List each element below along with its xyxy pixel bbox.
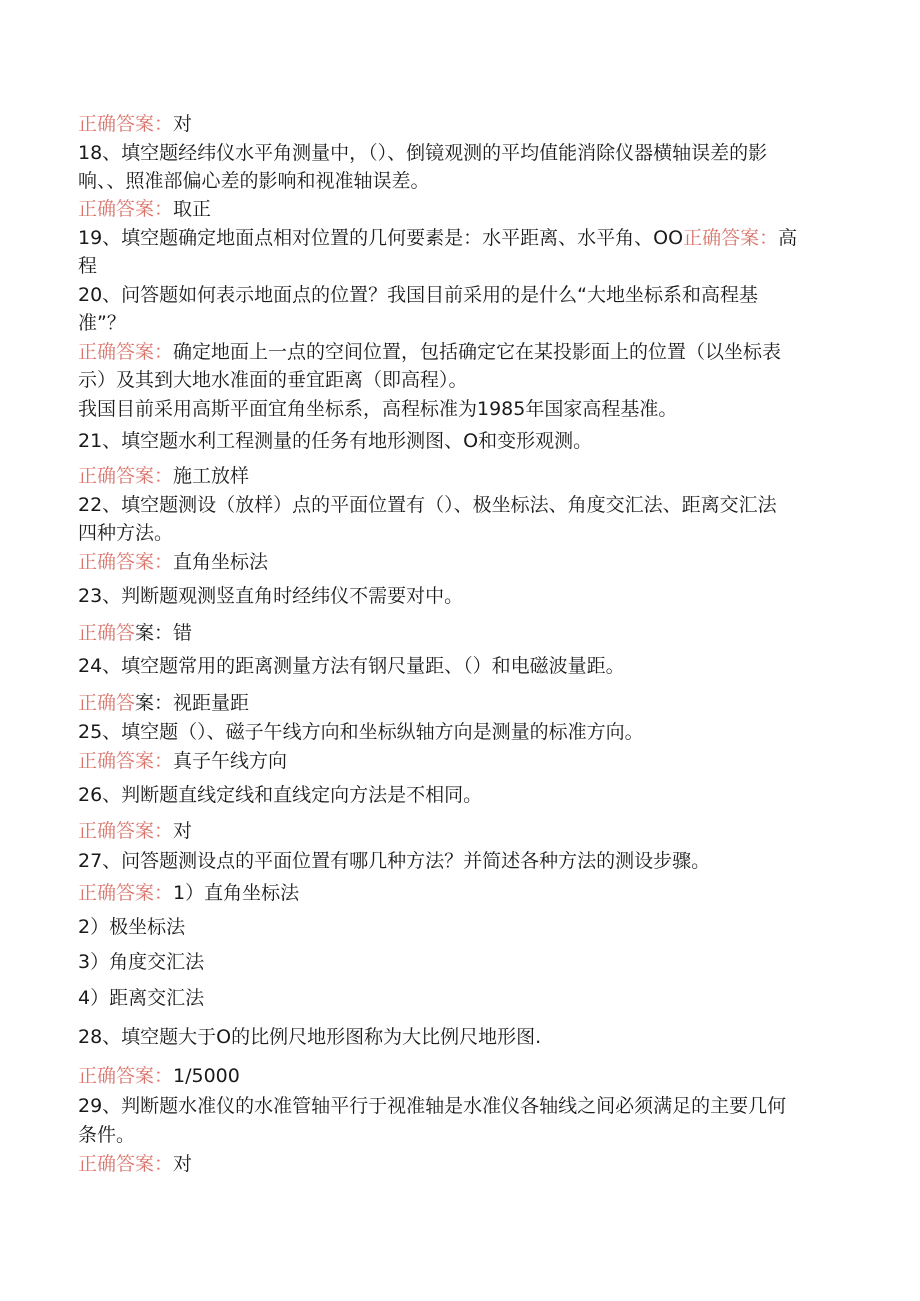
- question-22-line-1: 22、填空题测设（放样）点的平面位置有（）、极坐标法、角度交汇法、距离交汇法: [78, 494, 777, 516]
- answer-value: 施工放样: [173, 465, 250, 487]
- answer-line: [78, 818, 838, 844]
- answer-continuation: 示）及其到大地水准面的垂宜距离（即高程）。: [78, 369, 468, 391]
- answer-label: 正确答案：: [78, 113, 174, 135]
- answer-value: 高: [778, 227, 798, 249]
- question-29-line-1: 29、判断题水准仪的水准管轴平行于视准轴是水准仪各轴线之间必须满足的主要几何: [78, 1095, 787, 1117]
- answer-label: 正确答案：: [683, 227, 779, 249]
- text-line: 4）距离交汇法: [78, 987, 205, 1009]
- answer-line: [78, 549, 838, 575]
- question-23-line-1: 23、判断题观测竖直角时经纬仪不需要对中。: [78, 585, 464, 607]
- answer-value: 取正: [173, 198, 212, 220]
- answer-label: 正确答案：: [78, 1153, 174, 1175]
- answer-label-part1: 正确答: [78, 692, 136, 714]
- answer-line: [78, 880, 838, 906]
- question-21-line-1: 21、填空题水利工程测量的任务有地形测图、O和变形观测。: [78, 430, 593, 452]
- question-19-line-2: 程: [78, 255, 98, 277]
- question-20-line-1: 20、问答题如何表示地面点的位置？我国目前采用的是什么“大地坐标系和高程基: [78, 284, 759, 306]
- answer-value: 视距量距: [173, 692, 250, 714]
- question-24-line-1: 24、填空题常用的距离测量方法有钢尺量距、（）和电磁波量距。: [78, 655, 625, 677]
- answer-label: 正确答案：: [78, 1065, 174, 1087]
- answer-label-part2: 案：: [135, 622, 174, 644]
- answer-value: 1/5000: [173, 1065, 240, 1087]
- text-line: 2）极坐标法: [78, 916, 186, 938]
- answer-value: 真子午线方向: [173, 750, 288, 772]
- answer-label: 正确答案：: [78, 341, 174, 363]
- answer-label-part1: 正确答: [78, 622, 136, 644]
- answer-label: 正确答案：: [78, 551, 174, 573]
- answer-line: [78, 339, 838, 365]
- answer-line: [78, 690, 838, 716]
- question-29-line-2: 条件。: [78, 1124, 136, 1146]
- question-19-line-1: [78, 225, 838, 251]
- question-18-line-2: 响、、照准部偏心差的影响和视准轴误差。: [78, 170, 430, 192]
- question-26-line-1: 26、判断题直线定线和直线定向方法是不相同。: [78, 784, 483, 806]
- answer-value: 直角坐标法: [173, 551, 269, 573]
- answer-line: [78, 111, 838, 137]
- answer-line: [78, 196, 838, 222]
- answer-value: 错: [173, 622, 193, 644]
- answer-value: 1）直角坐标法: [173, 882, 300, 904]
- question-28-line-1: 28、填空题大于O的比例尺地形图称为大比例尺地形图.: [78, 1026, 542, 1048]
- answer-line: [78, 620, 838, 646]
- question-25-line-1: 25、填空题（）、磁子午线方向和坐标纵轴方向是测量的标准方向。: [78, 721, 644, 743]
- question-19-text: 19、填空题确定地面点相对位置的几何要素是：水平距离、水平角、OO: [78, 227, 684, 249]
- question-18-line-1: 18、填空题经纬仪水平角测量中，（）、倒镜观测的平均值能消除仪器横轴误差的影: [78, 142, 768, 164]
- answer-value: 对: [173, 113, 193, 135]
- answer-label: 正确答案：: [78, 882, 174, 904]
- text-line: 我国目前采用高斯平面宜角坐标系，高程标准为1985年国家高程基准。: [78, 398, 678, 420]
- answer-label: 正确答案：: [78, 198, 174, 220]
- answer-line: [78, 463, 838, 489]
- question-22-line-2: 四种方法。: [78, 522, 174, 544]
- answer-value: 对: [173, 820, 193, 842]
- answer-value: 对: [173, 1153, 193, 1175]
- question-20-line-2: 准”？: [78, 312, 126, 334]
- answer-label: 正确答案：: [78, 820, 174, 842]
- answer-label: 正确答案：: [78, 465, 174, 487]
- text-line: 3）角度交汇法: [78, 951, 205, 973]
- answer-label: 正确答案：: [78, 750, 174, 772]
- answer-line: [78, 1063, 838, 1089]
- answer-value: 确定地面上一点的空间位置，包括确定它在某投影面上的位置（以坐标表: [173, 341, 782, 363]
- answer-line: [78, 1151, 838, 1177]
- question-27-line-1: 27、问答题测设点的平面位置有哪几种方法？并简述各种方法的测设步骤。: [78, 850, 711, 872]
- answer-label-part2: 案：: [135, 692, 174, 714]
- answer-line: [78, 748, 838, 774]
